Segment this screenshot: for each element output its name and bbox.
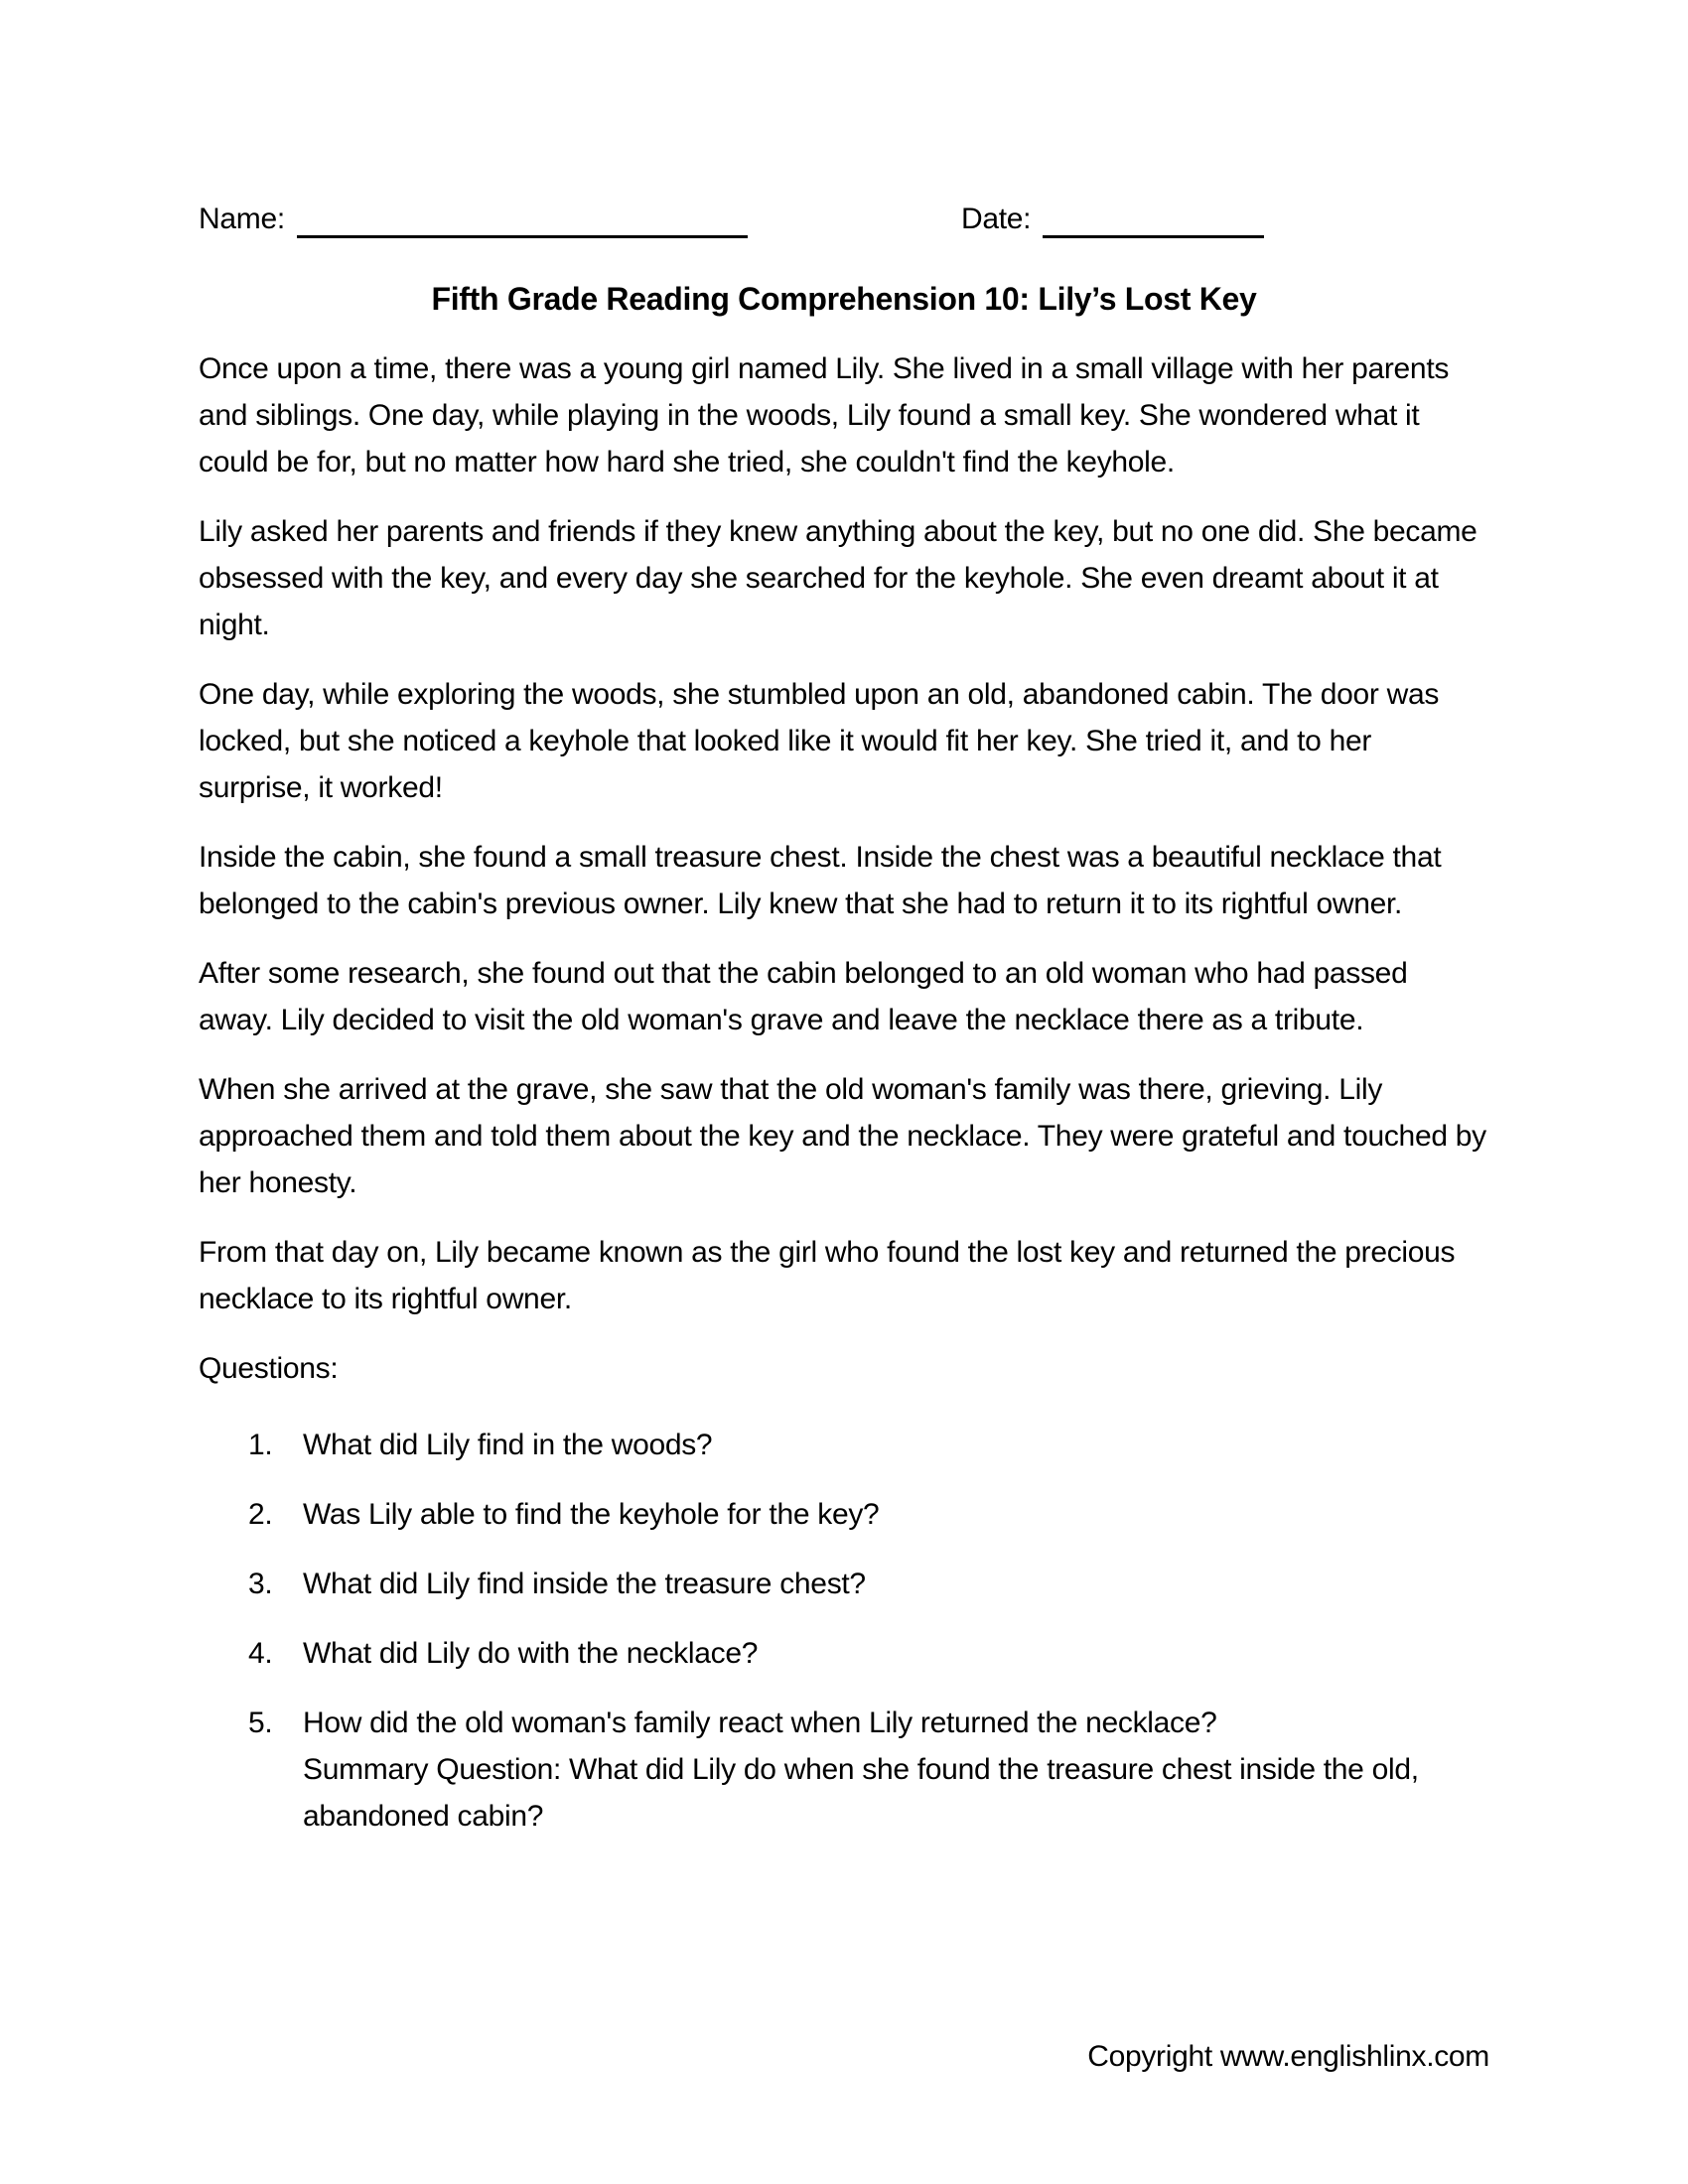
question-text-3: What did Lily find inside the treasure chest? [303,1568,866,1600]
question-item-4 [199,1630,1489,1677]
question-item-2 [199,1491,1489,1538]
passage-paragraph-3: One day, while exploring the woods, she stumbled upon an old, abandoned cabin. The door was locked, but she noticed a keyhole that looked like it would fit her key. She tried it, and to her surprise, it worked! [199,678,1440,804]
questions-heading: Questions: [199,1352,339,1385]
question-number-3: 3. [248,1568,273,1600]
name-field-group [199,201,748,238]
passage-paragraph-4: Inside the cabin, she found a small treasure chest. Inside the chest was a beautiful necklace that belonged to the cabin's previous owner. Lily knew that she had to return it to its rightful owner. [199,841,1442,920]
header-row [199,201,1489,250]
summary-question: Summary Question: What did Lily do when she found the treasure chest inside the old, abandoned cabin? [303,1753,1419,1833]
questions-list [199,1422,1489,1840]
date-blank-line [1043,202,1264,238]
passage-paragraph-6: When she arrived at the grave, she saw that the old woman's family was there, grieving. Lily approached them and told them about the key and the necklace. They were grateful and touched by her honesty. [199,1073,1486,1199]
question-text-2: Was Lily able to find the keyhole for the key? [303,1498,880,1531]
passage-paragraph-2: Lily asked her parents and friends if they knew anything about the key, but no one did. She became obsessed with the key, and every day she searched for the keyhole. She even dreamt about it at night. [199,515,1477,641]
name-label: Name: [199,203,285,235]
date-label: Date: [961,203,1032,235]
question-text-1: What did Lily find in the woods? [303,1429,713,1461]
question-item-3 [199,1561,1489,1607]
question-item-1 [199,1422,1489,1468]
reading-passage [199,345,1489,1862]
name-blank-line [297,202,748,238]
question-number-4: 4. [248,1637,273,1670]
question-text-5: How did the old woman's family react when Lily returned the necklace? [303,1706,1217,1739]
question-number-1: 1. [248,1429,273,1461]
passage-paragraph-5: After some research, she found out that the cabin belonged to an old woman who had passed away. Lily decided to visit the old woman's grave and leave the necklace there as a tribute. [199,957,1408,1036]
question-number-5: 5. [248,1706,273,1739]
worksheet-title: Fifth Grade Reading Comprehension 10: Lily’s Lost Key [431,281,1257,317]
copyright-footer: Copyright www.englishlinx.com [1087,2040,1489,2073]
page-content [199,0,1489,2184]
date-field-group [961,201,1264,238]
passage-paragraph-7: From that day on, Lily became known as the girl who found the lost key and returned the precious necklace to its rightful owner. [199,1236,1456,1315]
question-number-2: 2. [248,1498,273,1531]
question-item-5 [199,1700,1489,1840]
passage-paragraph-1: Once upon a time, there was a young girl named Lily. She lived in a small village with her parents and siblings. One day, while playing in the woods, Lily found a small key. She wondered what it could be for, but no matter how hard she tried, she couldn't find the keyhole. [199,352,1450,478]
question-text-4: What did Lily do with the necklace? [303,1637,759,1670]
